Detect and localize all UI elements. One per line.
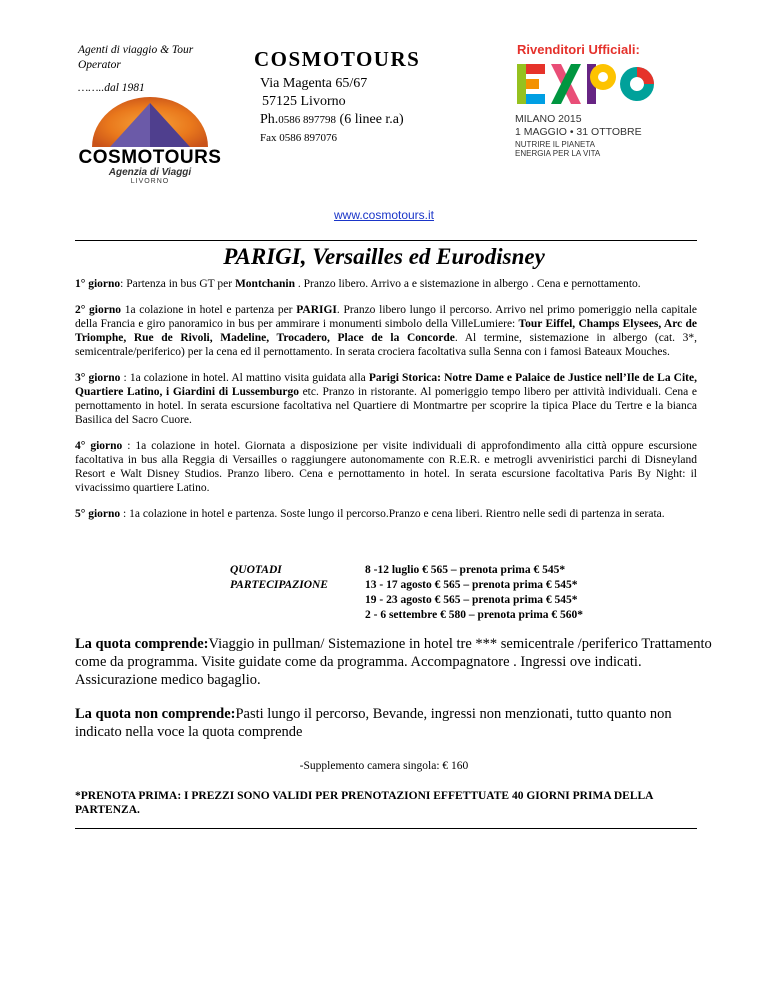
phone-number: 0586 897798: [278, 114, 337, 126]
price-rows: [365, 563, 583, 623]
page-title: PARIGI, Versailles ed Eurodisney: [223, 244, 545, 269]
day-5-text: : 1a colazione in hotel e partenza. Soste lungo il percorso.Pranzo e cena liberi. Rientro nelle sedi di partenza in serata.: [120, 508, 665, 520]
expo-motto-2: ENERGIA PER LA VITA: [515, 149, 601, 158]
since-year: ……..dal 1981: [78, 82, 145, 94]
includes-label: La quota comprende:: [75, 636, 209, 652]
price-label: QUOTADI PARTECIPAZIONE: [230, 564, 328, 591]
fax-line: Fax 0586 897076: [260, 132, 337, 144]
day-2-text-mid: . Pranzo libero lungo il percorso. Arrivo nel primo pomeriggio nella capitale della Francia e giro panoramico in bus per ammirare i monumenti simbolo della VilleLumiere:: [75, 304, 697, 330]
phone-prefix: Ph.: [260, 112, 279, 127]
day-2-destination: PARIGI: [296, 304, 337, 316]
logo-subtitle: Agenzia di Viaggi: [108, 167, 192, 178]
day-4: [75, 439, 697, 495]
expo-motto-1: NUTRIRE IL PIANETA: [515, 140, 596, 149]
phone-line: [260, 111, 404, 129]
day-2-text-end: . Al termine, sistemazione in albergo (cat. 3*, semicentrale/periferico) per la cena ed il pernottamento. In serata crociera facoltativa sulla Senna con i famosi Bateaux Mouches.: [75, 332, 697, 358]
excludes-text: Pasti lungo il percorso, Bevande, ingressi non menzionati, tutto quanto non indicato nella voce la quota comprende: [75, 706, 672, 740]
expo-dates: 1 MAGGIO • 31 OTTOBRE: [515, 125, 642, 138]
bottom-divider: [75, 828, 697, 829]
agent-tagline: Agenti di viaggio & Tour Operator: [78, 44, 194, 71]
includes-paragraph: [75, 635, 715, 689]
single-room-supplement: -Supplemento camera singola: € 160: [299, 760, 469, 772]
official-resellers: Rivenditori Ufficiali:: [517, 42, 640, 57]
day-3: [75, 371, 697, 427]
price-table: [230, 563, 584, 621]
day-1-label: 1° giorno: [75, 278, 121, 290]
price-row: 8 -12 luglio € 565 – prenota prima € 545*: [365, 564, 566, 576]
cosmotours-logo: [70, 95, 230, 190]
expo-logo: [515, 60, 655, 108]
address-street: Via Magenta 65/67: [260, 76, 368, 91]
expo-info: [515, 113, 642, 158]
day-2-text: 1a colazione in hotel e partenza per: [121, 304, 297, 316]
day-3-label: 3° giorno: [75, 372, 121, 384]
early-booking-note: *PRENOTA PRIMA: I PREZZI SONO VALIDI PER PRENOTAZIONI EFFETTUATE 40 GIORNI PRIMA DELLA PARTENZA.: [75, 790, 653, 816]
excludes-label: La quota non comprende:: [75, 706, 236, 722]
day-2-label: 2° giorno: [75, 304, 121, 316]
logo-wordmark: COSMOTOURS: [78, 147, 222, 168]
day-5-label: 5° giorno: [75, 508, 121, 520]
agency-address: [260, 75, 404, 147]
day-5: [75, 507, 697, 521]
inclusions: [75, 635, 715, 757]
day-1: [75, 277, 697, 291]
day-2: [75, 303, 697, 359]
day-1-destination: Montchanin: [234, 278, 296, 290]
day-3-text-end: etc. Pranzo in ristorante. Al pomeriggio tempo libero per attività individuali. Cena e pernottamento in hotel. In serata escursione facoltativa nel Quartiere di Montmartre per scoprire la tipica Place du Tertre e la bianca Basilica del Sacro Cuore.: [75, 386, 697, 426]
day-1-text: : Partenza in bus GT per: [120, 278, 235, 290]
itinerary: [75, 277, 697, 533]
logo-city: LIVORNO: [130, 178, 170, 185]
expo-city: MILANO 2015: [515, 113, 582, 125]
day-2-monuments: Tour Eiffel, Champs Elysees, Arc de Triomphe, Rue de Rivoli, Madeline, Trocadero, Place de la Concorde: [75, 318, 697, 344]
excludes-paragraph: [75, 705, 715, 741]
phone-suffix: (6 linee r.a): [336, 112, 404, 127]
price-row: 13 - 17 agosto € 565 – prenota prima € 545*: [365, 579, 578, 591]
expo-logo-icon: [515, 60, 655, 108]
day-4-text: : 1a colazione in hotel. Giornata a disposizione per visite individuali di approfondimento alla città oppure escursione facoltativa in bus alla Reggia di Versailles o raggiungere autonomamente con R.E.R. e metrogli avveniristici parchi di Disneyland Resort e Walt Disney Studios. Pranzo libero. Cena e pernottamento in hotel. In serata escursione facoltativa Paris By Night: il vivacissimo quartiere Latino.: [75, 440, 698, 494]
day-4-label: 4° giorno: [75, 440, 123, 452]
price-row: 2 - 6 settembre € 580 – prenota prima € 560*: [365, 609, 584, 621]
brand-name: COSMOTOURS: [254, 47, 421, 71]
day-3-sights: Parigi Storica: Notre Dame e Palaice de Justice nell’Ile de La Cite, Quartiere Latino, i Giardini di Lussemburgo: [75, 372, 697, 398]
day-1-text-end: . Pranzo libero. Arrivo a e sistemazione in albergo . Cena e pernottamento.: [295, 278, 641, 290]
top-divider: [75, 240, 697, 241]
address-city: 57125 Livorno: [262, 94, 346, 109]
price-row: 19 - 23 agosto € 565 – prenota prima € 545*: [365, 594, 578, 606]
day-3-text: : 1a colazione in hotel. Al mattino visita guidata alla: [120, 372, 369, 384]
website-link[interactable]: www.cosmotours.it: [333, 208, 435, 222]
includes-text: Viaggio in pullman/ Sistemazione in hotel tre *** semicentrale /periferico Trattamento come da programma. Visite guidate come da programma. Accompagnatore . Ingressi ove indicati. Assicurazione medico bagaglio.: [75, 636, 712, 688]
